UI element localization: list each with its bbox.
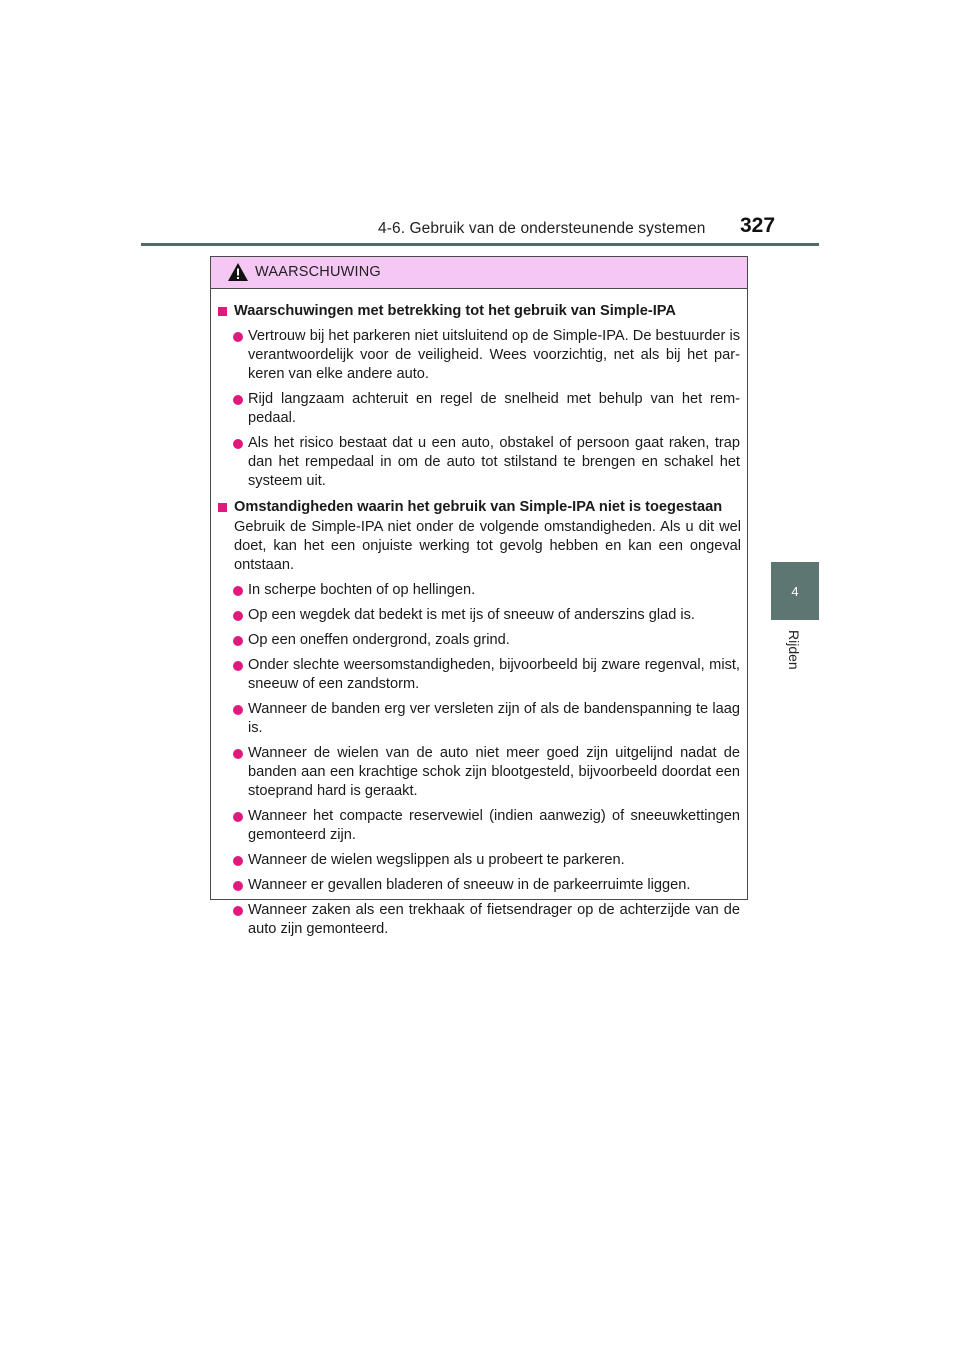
list-item bbox=[217, 876, 741, 895]
dot-bullet-icon bbox=[233, 586, 243, 596]
warning-title: WAARSCHUWING bbox=[255, 264, 381, 280]
list-item-text: Rijd langzaam achteruit en regel de snelheid met behulp van het rem-pedaal. bbox=[248, 391, 740, 426]
section-header-title: 4-6. Gebruik van de ondersteunende systemen bbox=[378, 220, 706, 237]
list-item-text: Wanneer de banden erg ver versleten zijn of als de bandenspanning te laag is. bbox=[248, 701, 740, 736]
list-item-text: Wanneer er gevallen bladeren of sneeuw in de parkeerruimte liggen. bbox=[248, 877, 691, 893]
dot-bullet-icon bbox=[233, 705, 243, 715]
warning-triangle-icon bbox=[227, 262, 249, 282]
list-item bbox=[217, 606, 741, 625]
dot-bullet-icon bbox=[233, 636, 243, 646]
bullet-list bbox=[217, 327, 741, 491]
list-item bbox=[217, 434, 741, 491]
list-item bbox=[217, 631, 741, 650]
list-item bbox=[217, 700, 741, 738]
list-item bbox=[217, 581, 741, 600]
warning-box bbox=[210, 256, 748, 937]
list-item-text: Vertrouw bij het parkeren niet uitsluitend op de Simple-IPA. De bestuurder is verantwoordelijk voor de veiligheid. Wees voorzichtig, net als bij het par-keren van elke andere auto. bbox=[248, 328, 740, 382]
dot-bullet-icon bbox=[233, 661, 243, 671]
section-heading bbox=[217, 498, 741, 517]
dot-bullet-icon bbox=[233, 611, 243, 621]
list-item bbox=[217, 901, 741, 939]
square-bullet-icon bbox=[218, 307, 227, 316]
list-item-text: Wanneer het compacte reservewiel (indien aanwezig) of sneeuwkettingen gemonteerd zijn. bbox=[248, 808, 740, 843]
list-item-text: Op een oneffen ondergrond, zoals grind. bbox=[248, 632, 510, 648]
dot-bullet-icon bbox=[233, 906, 243, 916]
list-item-text: Onder slechte weersomstandigheden, bijvoorbeeld bij zware regenval, mist, sneeuw of een zandstorm. bbox=[248, 657, 740, 692]
list-item-text: In scherpe bochten of op hellingen. bbox=[248, 582, 476, 598]
header-divider bbox=[141, 243, 819, 246]
list-item-text: Wanneer de wielen wegslippen als u probeert te parkeren. bbox=[248, 852, 625, 868]
dot-bullet-icon bbox=[233, 332, 243, 342]
dot-bullet-icon bbox=[233, 439, 243, 449]
section-heading bbox=[217, 302, 741, 321]
list-item-text: Wanneer zaken als een trekhaak of fietsendrager op de achterzijde van de auto zijn gemonteerd. bbox=[248, 902, 740, 937]
warning-body bbox=[211, 289, 747, 939]
page-number: 327 bbox=[740, 214, 776, 237]
dot-bullet-icon bbox=[233, 812, 243, 822]
list-item bbox=[217, 327, 741, 384]
dot-bullet-icon bbox=[233, 881, 243, 891]
section-intro: Gebruik de Simple-IPA niet onder de volgende omstandigheden. Als u dit wel doet, kan het een onjuiste werking tot gevolg hebben en kan een ongeval ontstaan. bbox=[234, 519, 741, 573]
bullet-list bbox=[217, 581, 741, 939]
chapter-label: Rijden bbox=[786, 630, 802, 670]
section-heading-text: Omstandigheden waarin het gebruik van Simple-IPA niet is toegestaan bbox=[234, 499, 723, 515]
dot-bullet-icon bbox=[233, 395, 243, 405]
square-bullet-icon bbox=[218, 503, 227, 512]
chapter-number: 4 bbox=[791, 583, 799, 599]
list-item-text: Op een wegdek dat bedekt is met ijs of sneeuw of anderszins glad is. bbox=[248, 607, 695, 623]
list-item-text: Als het risico bestaat dat u een auto, obstakel of persoon gaat raken, trap dan het rempedaal in om de auto tot stilstand te brengen en schakel het systeem uit. bbox=[248, 435, 740, 489]
warning-section bbox=[217, 498, 741, 939]
list-item bbox=[217, 851, 741, 870]
section-heading-text: Waarschuwingen met betrekking tot het gebruik van Simple-IPA bbox=[234, 303, 676, 319]
list-item bbox=[217, 744, 741, 801]
list-item bbox=[217, 807, 741, 845]
dot-bullet-icon bbox=[233, 856, 243, 866]
list-item-text: Wanneer de wielen van de auto niet meer goed zijn uitgelijnd nadat de banden aan een krachtige schok zijn blootgesteld, bijvoorbeeld doordat een stoeprand hard is geraakt. bbox=[248, 745, 740, 799]
chapter-tab bbox=[771, 562, 819, 620]
dot-bullet-icon bbox=[233, 749, 243, 759]
warning-section bbox=[217, 302, 741, 491]
warning-header bbox=[211, 257, 747, 289]
list-item bbox=[217, 390, 741, 428]
list-item bbox=[217, 656, 741, 694]
